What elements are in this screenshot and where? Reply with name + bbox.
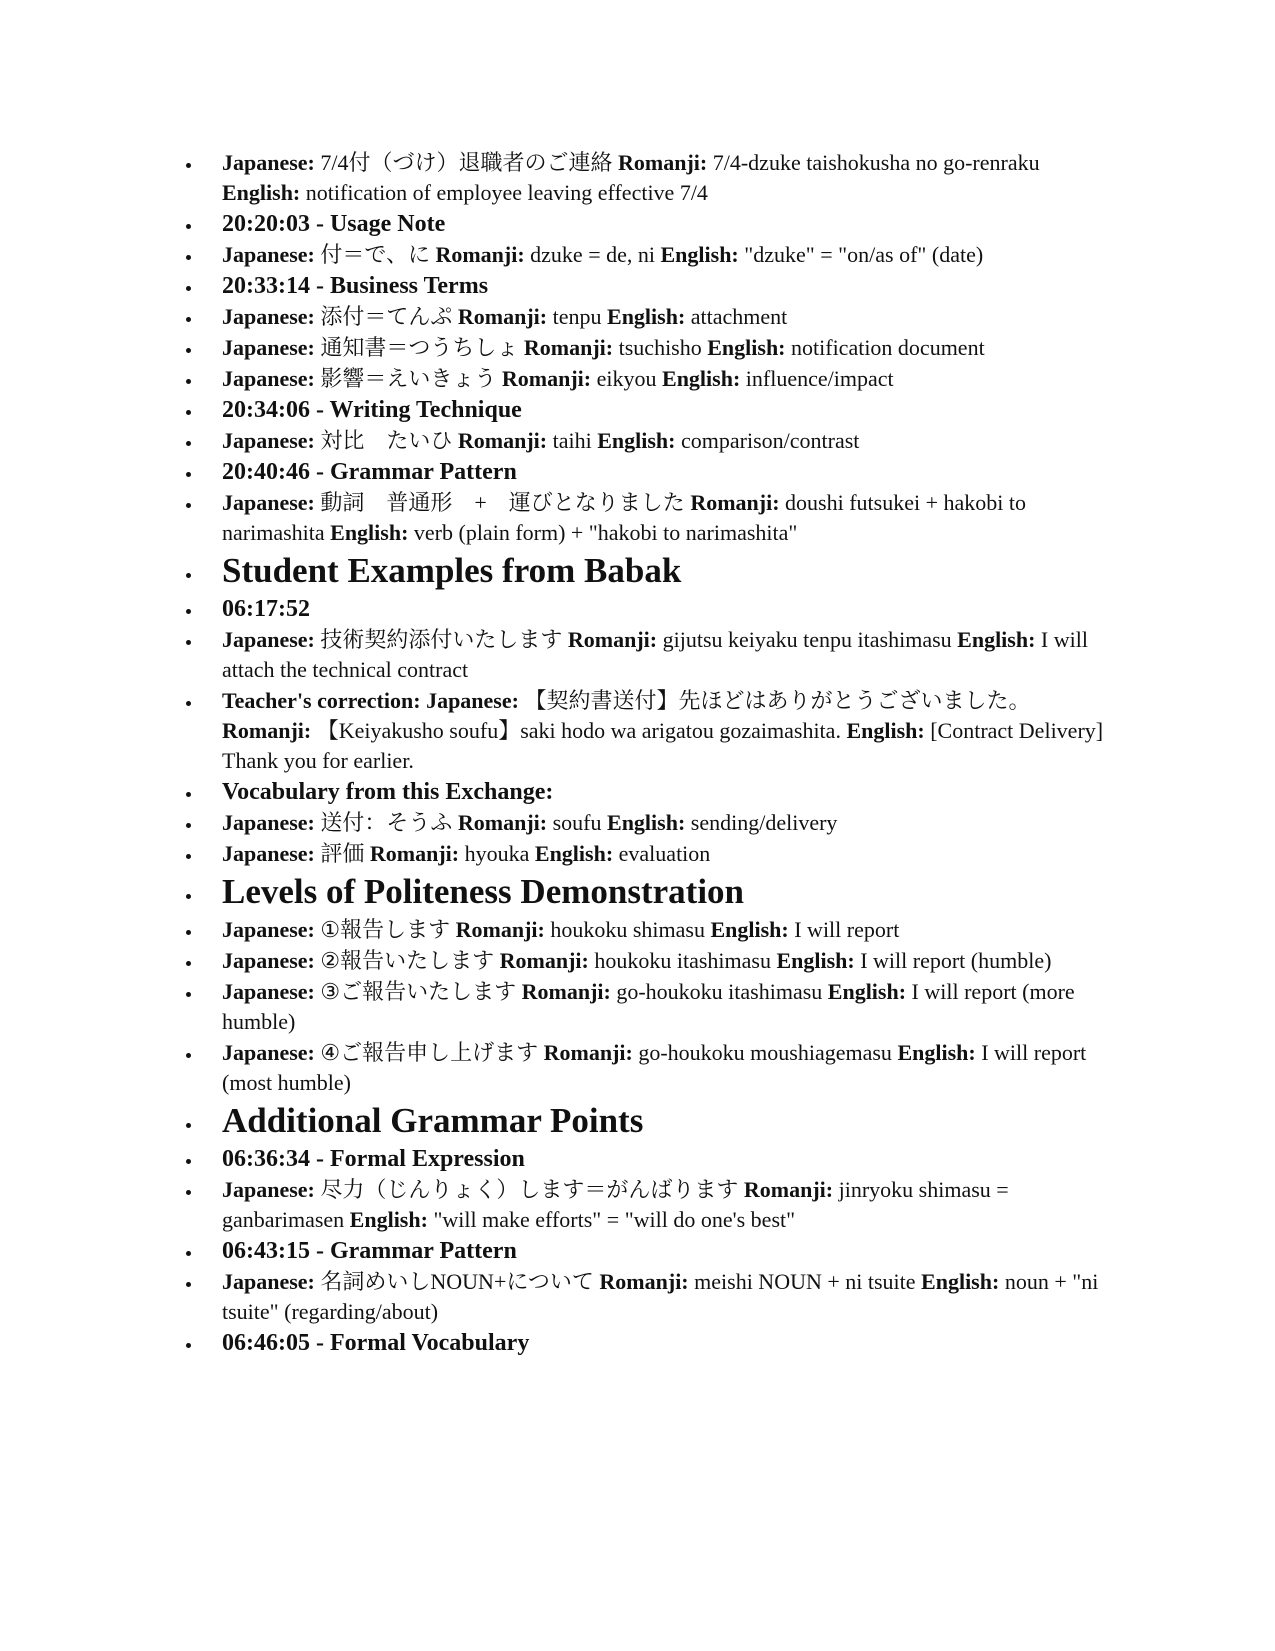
- romanji-text: go-houkoku moushiagemasu: [638, 1040, 892, 1065]
- japanese-text: 付＝で、に: [320, 242, 430, 267]
- japanese-label: Japanese:: [222, 841, 315, 866]
- romanji-label: Romanji:: [523, 335, 614, 360]
- english-text: [Contract Delivery] Thank you for earlier.: [222, 718, 1104, 773]
- english-label: English:: [846, 718, 925, 743]
- english-label: English:: [827, 979, 907, 1004]
- english-text: "will make efforts" = "will do one's best": [433, 1207, 796, 1232]
- timestamp-heading: 06:46:05 - Formal Vocabulary: [222, 1328, 1122, 1358]
- japanese-text: ①報告します: [320, 917, 451, 942]
- romanji-text: 7/4-dzuke taishokusha no go-renraku: [712, 150, 1040, 175]
- english-label: English:: [707, 335, 786, 360]
- vocab-entry: [222, 426, 1122, 456]
- timestamp-heading: 06:43:15 - Grammar Pattern: [222, 1236, 1122, 1266]
- english-label: English:: [330, 520, 409, 545]
- romanji-label: Romanji:: [690, 490, 780, 515]
- romanji-text: 【Keiyakusho soufu】saki hodo wa arigatou gozaimashita.: [316, 718, 841, 743]
- english-label: English:: [222, 180, 301, 205]
- timestamp-heading: 20:40:46 - Grammar Pattern: [222, 457, 1122, 487]
- romanji-label: Romanji:: [499, 948, 589, 973]
- japanese-text: 影響＝えいきょう: [320, 366, 497, 391]
- section-heading: Levels of Politeness Demonstration: [222, 870, 1122, 913]
- english-text: I will report: [794, 917, 900, 942]
- romanji-label: Romanji:: [457, 428, 548, 453]
- japanese-text: 動詞 普通形 + 運びとなりました: [320, 490, 685, 515]
- notes-list: [222, 148, 1122, 1359]
- romanji-label: Romanji:: [455, 917, 545, 942]
- japanese-text: ③ご報告いたします: [320, 979, 517, 1004]
- romanji-text: doushi futsukei + hakobi to narimashita: [222, 490, 1026, 545]
- english-text: notification document: [791, 335, 985, 360]
- japanese-label: Japanese:: [426, 688, 519, 713]
- vocab-entry: [222, 915, 1122, 945]
- english-label: English:: [662, 366, 741, 391]
- vocab-entry: [222, 977, 1122, 1037]
- japanese-label: Japanese:: [222, 1040, 315, 1065]
- vocab-entry: [222, 625, 1122, 685]
- romanji-label: Romanji:: [435, 242, 525, 267]
- vocab-entry: [222, 1175, 1122, 1235]
- english-label: English:: [597, 428, 676, 453]
- english-text: sending/delivery: [690, 810, 838, 835]
- english-text: influence/impact: [745, 366, 894, 391]
- vocab-entry: [222, 333, 1122, 363]
- english-text: comparison/contrast: [681, 428, 860, 453]
- english-text: noun + "ni tsuite" (regarding/about): [222, 1269, 1099, 1324]
- romanji-label: Romanji:: [618, 150, 708, 175]
- english-text: I will report (humble): [860, 948, 1052, 973]
- timestamp-heading: Vocabulary from this Exchange:: [222, 777, 1122, 807]
- japanese-text: 名詞めいしNOUN+について: [320, 1269, 594, 1294]
- timestamp-heading: 06:36:34 - Formal Expression: [222, 1144, 1122, 1174]
- romanji-text: hyouka: [464, 841, 530, 866]
- japanese-text: 7/4付（づけ）退職者のご連絡: [320, 150, 613, 175]
- english-text: I will report (more humble): [222, 979, 1075, 1034]
- english-label: English:: [957, 627, 1036, 652]
- correction-entry: [222, 686, 1122, 776]
- romanji-text: tsuchisho: [618, 335, 702, 360]
- romanji-text: tenpu: [552, 304, 602, 329]
- japanese-text: 評価: [320, 841, 365, 866]
- vocab-entry: [222, 1267, 1122, 1327]
- japanese-label: Japanese:: [222, 627, 315, 652]
- japanese-text: 添付＝てんぷ: [320, 304, 453, 329]
- japanese-label: Japanese:: [222, 917, 315, 942]
- timestamp-heading: 06:17:52: [222, 594, 1122, 624]
- vocab-entry: [222, 1038, 1122, 1098]
- japanese-label: Japanese:: [222, 979, 315, 1004]
- japanese-label: Japanese:: [222, 948, 315, 973]
- japanese-text: 【契約書送付】先ほどはありがとうございました。: [524, 688, 1031, 713]
- japanese-text: 技術契約添付いたします: [320, 627, 563, 652]
- japanese-text: 尽力（じんりょく）します＝がんばります: [320, 1177, 739, 1202]
- japanese-label: Japanese:: [222, 335, 315, 360]
- romanji-text: houkoku itashimasu: [594, 948, 771, 973]
- teacher-correction-label: Teacher's correction:: [222, 688, 421, 713]
- english-label: English:: [710, 917, 789, 942]
- japanese-text: ④ご報告申し上げます: [320, 1040, 539, 1065]
- romanji-label: Romanji:: [457, 304, 548, 329]
- japanese-label: Japanese:: [222, 150, 315, 175]
- english-label: English:: [660, 242, 739, 267]
- romanji-text: eikyou: [596, 366, 657, 391]
- english-label: English:: [897, 1040, 976, 1065]
- romanji-text: meishi NOUN + ni tsuite: [694, 1269, 916, 1294]
- english-text: notification of employee leaving effective 7/4: [305, 180, 708, 205]
- section-heading: Student Examples from Babak: [222, 549, 1122, 592]
- timestamp-heading: 20:20:03 - Usage Note: [222, 209, 1122, 239]
- english-text: "dzuke" = "on/as of" (date): [744, 242, 984, 267]
- romanji-label: Romanji:: [222, 718, 312, 743]
- japanese-text: 送付：そうふ: [320, 810, 453, 835]
- vocab-entry: [222, 808, 1122, 838]
- english-text: attachment: [690, 304, 788, 329]
- english-label: English:: [776, 948, 855, 973]
- romanji-label: Romanji:: [567, 627, 658, 652]
- english-text: I will attach the technical contract: [222, 627, 1088, 682]
- vocab-entry: [222, 839, 1122, 869]
- japanese-label: Japanese:: [222, 490, 315, 515]
- romanji-label: Romanji:: [369, 841, 460, 866]
- romanji-label: Romanji:: [521, 979, 611, 1004]
- romanji-text: jinryoku shimasu = ganbarimasen: [222, 1177, 1009, 1232]
- vocab-entry: [222, 946, 1122, 976]
- japanese-label: Japanese:: [222, 428, 315, 453]
- romanji-text: houkoku shimasu: [550, 917, 705, 942]
- japanese-label: Japanese:: [222, 304, 315, 329]
- section-heading: Additional Grammar Points: [222, 1099, 1122, 1142]
- romanji-label: Romanji:: [501, 366, 592, 391]
- vocab-entry: [222, 240, 1122, 270]
- vocab-entry: [222, 148, 1122, 208]
- english-label: English:: [349, 1207, 428, 1232]
- english-label: English:: [534, 841, 614, 866]
- vocab-entry: [222, 302, 1122, 332]
- timestamp-heading: 20:34:06 - Writing Technique: [222, 395, 1122, 425]
- japanese-text: 対比 たいひ: [320, 428, 453, 453]
- japanese-label: Japanese:: [222, 1269, 315, 1294]
- romanji-text: gijutsu keiyaku tenpu itashimasu: [662, 627, 952, 652]
- japanese-label: Japanese:: [222, 366, 315, 391]
- japanese-label: Japanese:: [222, 1177, 315, 1202]
- english-text: I will report (most humble): [222, 1040, 1087, 1095]
- romanji-label: Romanji:: [599, 1269, 689, 1294]
- japanese-label: Japanese:: [222, 810, 315, 835]
- vocab-entry: [222, 364, 1122, 394]
- romanji-text: taihi: [552, 428, 592, 453]
- romanji-text: go-houkoku itashimasu: [616, 979, 823, 1004]
- english-label: English:: [607, 810, 686, 835]
- english-label: English:: [921, 1269, 1000, 1294]
- romanji-text: dzuke = de, ni: [530, 242, 655, 267]
- english-text: evaluation: [618, 841, 711, 866]
- japanese-text: ②報告いたします: [320, 948, 495, 973]
- romanji-text: soufu: [552, 810, 602, 835]
- timestamp-heading: 20:33:14 - Business Terms: [222, 271, 1122, 301]
- japanese-label: Japanese:: [222, 242, 315, 267]
- vocab-entry: [222, 488, 1122, 548]
- romanji-label: Romanji:: [543, 1040, 633, 1065]
- english-text: verb (plain form) + "hakobi to narimashita": [413, 520, 798, 545]
- romanji-label: Romanji:: [457, 810, 548, 835]
- romanji-label: Romanji:: [743, 1177, 834, 1202]
- english-label: English:: [607, 304, 686, 329]
- japanese-text: 通知書＝つうちしょ: [320, 335, 519, 360]
